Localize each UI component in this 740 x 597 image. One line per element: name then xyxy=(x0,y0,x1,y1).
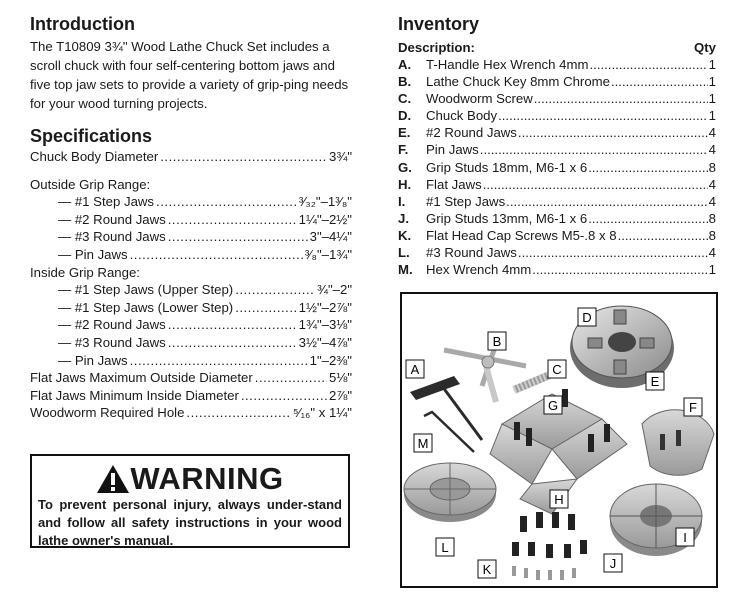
inventory-row xyxy=(398,107,716,124)
inventory-qty: 8 xyxy=(708,210,716,226)
inventory-qty: 4 xyxy=(708,142,716,158)
spec-value: ³⁄₈"–1¾" xyxy=(304,246,352,262)
inventory-row xyxy=(398,124,716,141)
spec-label: Flat Jaws Maximum Outside Diameter xyxy=(30,370,253,386)
inventory-item-name: #3 Round Jaws xyxy=(426,245,517,261)
leader-dots xyxy=(518,244,708,261)
spec-value: ³⁄₃₂"–1³⁄₈" xyxy=(298,194,352,210)
inventory-qty: 1 xyxy=(708,91,716,107)
inventory-qty: 8 xyxy=(708,159,716,175)
warning-header xyxy=(32,462,348,496)
callout-g: G xyxy=(547,398,559,413)
inventory-letter: A. xyxy=(398,57,412,72)
inventory-item-name: Pin Jaws xyxy=(426,142,479,158)
inventory-letter: E. xyxy=(398,125,411,141)
warning-triangle-icon xyxy=(96,464,130,494)
callout-m: M xyxy=(417,436,429,451)
inventory-row xyxy=(398,141,716,158)
callout-l: L xyxy=(441,540,449,555)
inventory-list xyxy=(398,56,716,278)
inventory-letter: H. xyxy=(398,176,412,192)
inventory-row xyxy=(398,261,716,278)
spec-row xyxy=(30,228,352,246)
spec-label: — Pin Jaws xyxy=(58,352,128,368)
spec-value: 1¼"–2½" xyxy=(298,211,352,227)
inventory-row xyxy=(398,159,716,176)
leader-dots xyxy=(532,261,707,278)
inventory-letter: C. xyxy=(398,91,412,107)
callout-j: J xyxy=(609,556,617,571)
spec-label: — #1 Step Jaws xyxy=(58,194,155,210)
spec-row xyxy=(30,299,352,317)
leader-dots xyxy=(483,176,708,193)
spec-row-chuck-body xyxy=(30,148,352,166)
spec-label: Chuck Body Diameter xyxy=(30,149,159,164)
warning-heading: WARNING xyxy=(130,461,284,496)
inventory-qty: 1 xyxy=(708,262,716,278)
specifications-heading: Specifications xyxy=(30,126,153,146)
cap-screws-icon xyxy=(512,566,576,580)
spec-row xyxy=(30,246,352,264)
spec-value: ⁵⁄₁₆" x 1¼" xyxy=(292,405,352,421)
callout-k: K xyxy=(482,562,492,577)
callout-c: C xyxy=(552,362,562,377)
leader-dots xyxy=(588,210,707,227)
callout-d: D xyxy=(582,310,592,325)
leader-dots xyxy=(589,56,707,73)
inventory-row xyxy=(398,90,716,107)
spec-value: ¾"–2" xyxy=(316,282,352,298)
callout-b: B xyxy=(492,334,502,349)
inventory-row xyxy=(398,244,716,261)
inventory-item-name: #1 Step Jaws xyxy=(426,193,506,209)
spec-label: — #1 Step Jaws (Lower Step) xyxy=(58,299,234,315)
callout-i: I xyxy=(683,530,687,545)
spec-value: 3¾" xyxy=(328,149,352,164)
spec-label: Woodworm Required Hole xyxy=(30,405,185,421)
inventory-item-name: Flat Head Cap Screws M5-.8 x 8 xyxy=(426,227,617,243)
inventory-item-name: T-Handle Hex Wrench 4mm xyxy=(426,57,589,72)
inside-grip-heading xyxy=(30,264,352,282)
spec-label: Flat Jaws Minimum Inside Diameter xyxy=(30,387,239,403)
leader-dots xyxy=(498,107,708,124)
spec-label: — #3 Round Jaws xyxy=(58,334,166,350)
inside-grip-heading-text: Inside Grip Range: xyxy=(30,264,140,280)
spec-value: 5⅛" xyxy=(328,370,352,386)
spec-row xyxy=(30,193,352,211)
inventory-letter: J. xyxy=(398,210,409,226)
leader-dots xyxy=(618,227,708,244)
inventory-qty: 1 xyxy=(708,108,716,124)
introduction-text: The T10809 3¾" Wood Lathe Chuck Set includes a scroll chuck with four self-centering bottom jaws and five top jaw sets to provide a variety of grip-ping needs for your wood turning projects. xyxy=(30,39,349,111)
inventory-qty: 8 xyxy=(708,227,716,243)
parts-illustration xyxy=(402,294,716,586)
inventory-letter: K. xyxy=(398,227,412,243)
qty-column-header: Qty xyxy=(694,40,716,55)
spec-row xyxy=(30,352,352,370)
inventory-item-name: Flat Jaws xyxy=(426,176,482,192)
spec-label: — #2 Round Jaws xyxy=(58,211,166,227)
inventory-item-name: Grip Studs 18mm, M6-1 x 6 xyxy=(426,159,588,175)
spec-row xyxy=(30,281,352,299)
spec-row xyxy=(30,334,352,352)
spec-row xyxy=(30,404,352,422)
inventory-letter: I. xyxy=(398,193,406,209)
inventory-row xyxy=(398,193,716,210)
t-handle-wrench-icon xyxy=(410,376,482,440)
left-column xyxy=(30,12,352,422)
callout-a: A xyxy=(410,362,420,377)
inventory-letter: M. xyxy=(398,262,413,278)
outside-grip-heading xyxy=(30,176,352,194)
leader-dots xyxy=(518,124,708,141)
callout-f: F xyxy=(689,400,697,415)
inventory-item-name: Hex Wrench 4mm xyxy=(426,262,532,278)
inventory-qty: 4 xyxy=(708,193,716,209)
inventory-qty: 1 xyxy=(708,74,716,90)
inventory-qty: 1 xyxy=(708,57,716,72)
inventory-item-name: Woodworm Screw xyxy=(426,91,533,107)
inventory-row xyxy=(398,73,716,90)
spec-value: 3½"–4⅞" xyxy=(298,334,352,350)
inventory-qty: 4 xyxy=(708,125,716,141)
spec-value: 1"–2⅜" xyxy=(309,352,352,368)
leader-dots xyxy=(480,141,708,158)
grip-studs-13mm-icon xyxy=(512,512,587,558)
inventory-item-name: Chuck Body xyxy=(426,108,498,124)
inventory-item-name: Lathe Chuck Key 8mm Chrome xyxy=(426,74,610,90)
inventory-letter: L. xyxy=(398,245,410,261)
inventory-letter: D. xyxy=(398,108,412,124)
spec-label: — #3 Round Jaws xyxy=(58,229,166,245)
inventory-row xyxy=(398,227,716,244)
spec-value: 1½"–2⅞" xyxy=(298,299,352,315)
outside-grip-heading-text: Outside Grip Range: xyxy=(30,176,151,192)
description-column-header: Description: xyxy=(398,40,475,55)
leader-dots xyxy=(611,73,708,90)
warning-box xyxy=(30,454,350,548)
inventory-row xyxy=(398,176,716,193)
woodworm-screw-icon xyxy=(514,374,552,390)
inventory-letter: B. xyxy=(398,74,412,90)
spec-row xyxy=(30,387,352,405)
inventory-row xyxy=(398,210,716,227)
inventory-column-headers xyxy=(398,40,716,56)
spec-row xyxy=(30,316,352,334)
introduction-heading: Introduction xyxy=(30,14,135,34)
leader-dots xyxy=(506,193,707,210)
inventory-row xyxy=(398,56,716,73)
inventory-letter: G. xyxy=(398,159,412,175)
round-jaws-3-icon xyxy=(404,463,496,522)
inventory-qty: 4 xyxy=(708,245,716,261)
inventory-heading: Inventory xyxy=(398,14,480,34)
spec-value: 1¾"–3⅛" xyxy=(298,317,352,333)
inventory-item-name: Grip Studs 13mm, M6-1 x 6 xyxy=(426,210,588,226)
spec-label: — Pin Jaws xyxy=(58,246,128,262)
leader-dots xyxy=(588,159,707,176)
right-column xyxy=(398,12,716,278)
spec-label: — #1 Step Jaws (Upper Step) xyxy=(58,282,234,298)
spec-value: 2⅞" xyxy=(328,387,352,403)
callout-h: H xyxy=(554,492,564,507)
spec-label: — #2 Round Jaws xyxy=(58,317,166,333)
callout-e: E xyxy=(650,374,660,389)
inventory-letter: F. xyxy=(398,142,409,158)
inventory-qty: 4 xyxy=(708,176,716,192)
pin-jaws-icon xyxy=(642,410,714,475)
spec-row xyxy=(30,211,352,229)
parts-figure xyxy=(400,292,718,588)
inventory-item-name: #2 Round Jaws xyxy=(426,125,517,141)
spec-value: 3"–4¼" xyxy=(309,229,352,245)
leader-dots xyxy=(534,90,708,107)
spec-row xyxy=(30,369,352,387)
chuck-key-icon xyxy=(444,338,526,402)
warning-text: To prevent personal injury, always under-stand and follow all safety instructions in your wood lathe owner's manual. xyxy=(38,497,342,548)
